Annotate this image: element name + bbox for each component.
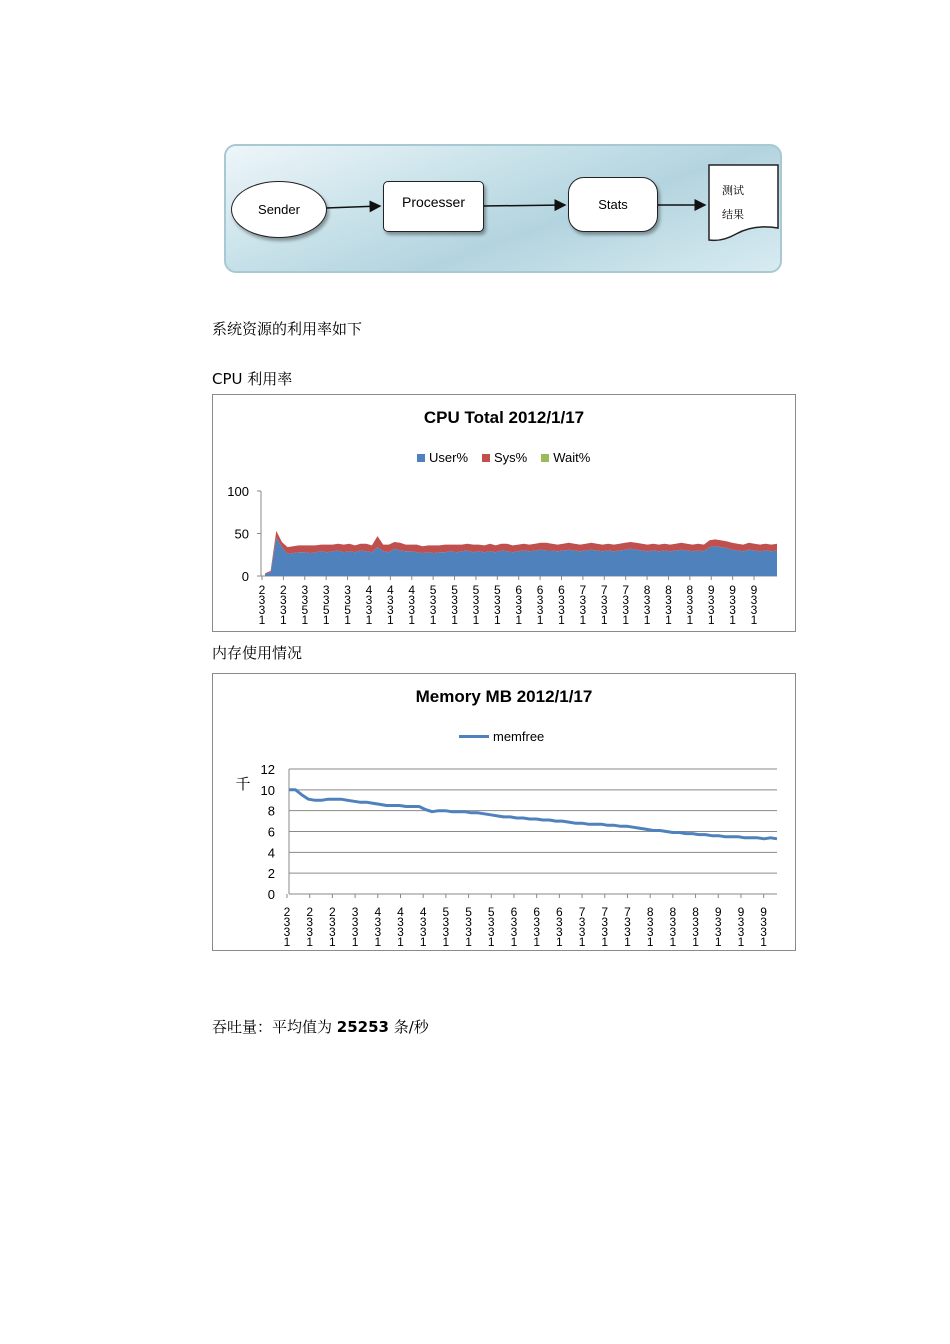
- cpu-x-tick-label: 3: [365, 593, 373, 607]
- memory-x-tick-label: 3: [533, 925, 541, 939]
- memory-x-tick-label: 1: [692, 935, 699, 949]
- cpu-x-tick-label: 1: [451, 613, 458, 627]
- memory-x-tick-label: 3: [760, 925, 767, 939]
- cpu-y-tick-label: 0: [241, 569, 249, 584]
- memory-x-tick-label: 8: [669, 905, 677, 919]
- memory-x-tick-label: 4: [397, 905, 404, 919]
- cpu-x-tick-label: 3: [258, 593, 266, 607]
- cpu-x-tick-label: 1: [322, 613, 330, 627]
- cpu-x-tick-label: 3: [579, 603, 587, 617]
- cpu-x-tick-label: 1: [515, 613, 523, 627]
- cpu-x-tick-label: 3: [686, 593, 694, 607]
- memory-x-tick-label: 3: [283, 925, 291, 939]
- cpu-x-tick-label: 3: [429, 593, 437, 607]
- memory-x-tick-label: 6: [510, 905, 518, 919]
- cpu-x-tick-label: 3: [493, 603, 501, 617]
- cpu-x-tick-label: 7: [622, 583, 630, 597]
- memory-x-tick-label: 1: [601, 935, 609, 949]
- cpu-x-tick-label: 3: [408, 593, 416, 607]
- cpu-x-tick-label: 3: [472, 593, 480, 607]
- cpu-chart-title: CPU Total 2012/1/17: [423, 408, 585, 427]
- throughput-line: [212, 1016, 429, 1037]
- cpu-x-tick-label: 3: [707, 603, 715, 617]
- memory-x-tick-label: 3: [442, 915, 450, 929]
- memory-y-tick-label: 4: [267, 845, 275, 861]
- cpu-x-tick-label: 6: [558, 583, 565, 597]
- memory-x-tick-label: 2: [329, 905, 336, 919]
- memory-x-tick-label: 3: [646, 925, 654, 939]
- memory-x-tick-label: 4: [374, 905, 382, 919]
- cpu-x-tick-label: 3: [408, 603, 416, 617]
- memory-x-tick-label: 3: [624, 925, 631, 939]
- memory-x-tick-label: 3: [397, 915, 404, 929]
- memory-chart: [212, 673, 796, 951]
- memory-x-tick-label: 1: [714, 935, 722, 949]
- memory-x-tick-label: 1: [465, 935, 472, 949]
- cpu-x-tick-label: 1: [729, 613, 736, 627]
- cpu-x-tick-label: 1: [707, 613, 715, 627]
- memory-heading: 内存使用情况: [212, 644, 303, 662]
- memory-x-tick-label: 1: [374, 935, 382, 949]
- cpu-x-tick-label: 1: [387, 613, 394, 627]
- cpu-area-user: [265, 538, 777, 576]
- cpu-x-tick-label: 7: [579, 583, 587, 597]
- memory-x-tick-label: 3: [556, 915, 563, 929]
- result-document-shape: [709, 165, 778, 240]
- memory-x-tick-label: 3: [714, 915, 722, 929]
- processer-label: Processer: [401, 194, 466, 210]
- cpu-x-tick-label: 1: [365, 613, 373, 627]
- memory-x-tick-label: 3: [510, 915, 518, 929]
- memory-x-tick-label: 1: [487, 935, 495, 949]
- cpu-x-tick-label: 3: [301, 593, 309, 607]
- cpu-y-tick-label: 100: [227, 484, 249, 499]
- memory-x-tick-label: 1: [624, 935, 631, 949]
- memory-x-tick-label: 7: [578, 905, 586, 919]
- memory-x-tick-label: 1: [760, 935, 767, 949]
- memory-y-tick-label: 0: [267, 887, 275, 902]
- legend-label-memfree: memfree: [493, 729, 545, 744]
- cpu-x-tick-label: 5: [344, 603, 351, 617]
- sender-label: Sender: [258, 202, 300, 217]
- cpu-x-tick-label: 1: [344, 613, 351, 627]
- cpu-x-tick-label: 1: [429, 613, 437, 627]
- cpu-x-tick-label: 3: [387, 603, 394, 617]
- cpu-x-tick-label: 1: [579, 613, 587, 627]
- cpu-x-tick-label: 4: [408, 583, 416, 597]
- memory-x-tick-label: 1: [669, 935, 677, 949]
- cpu-x-tick-label: 1: [536, 613, 544, 627]
- memory-x-tick-label: 1: [351, 935, 359, 949]
- cpu-x-tick-label: 1: [750, 613, 758, 627]
- cpu-x-tick-label: 9: [729, 583, 736, 597]
- processer-node: [383, 181, 484, 232]
- cpu-x-tick-label: 3: [665, 593, 672, 607]
- memory-x-tick-label: 3: [419, 925, 427, 939]
- memory-x-tick-label: 3: [351, 915, 359, 929]
- memory-x-tick-label: 3: [669, 925, 677, 939]
- cpu-x-tick-label: 3: [558, 603, 565, 617]
- legend-label-wait: Wait%: [553, 450, 591, 465]
- stats-label: Stats: [598, 197, 628, 212]
- memory-y-tick-label: 10: [260, 782, 275, 798]
- cpu-x-tick-label: 3: [579, 593, 587, 607]
- memory-x-tick-label: 6: [533, 905, 541, 919]
- memory-x-tick-label: 3: [419, 915, 427, 929]
- cpu-x-tick-label: 3: [536, 603, 544, 617]
- cpu-x-tick-label: 9: [707, 583, 715, 597]
- cpu-x-tick-label: 3: [280, 593, 287, 607]
- throughput-prefix: 吞吐量：平均值为: [212, 1018, 337, 1036]
- throughput-suffix: 条/秒: [388, 1018, 429, 1036]
- cpu-x-tick-label: 3: [429, 603, 437, 617]
- cpu-x-tick-label: 3: [622, 603, 630, 617]
- cpu-x-tick-label: 8: [665, 583, 672, 597]
- legend-label-sys: Sys%: [494, 450, 528, 465]
- cpu-x-tick-label: 6: [536, 583, 544, 597]
- memory-x-tick-label: 3: [692, 915, 699, 929]
- cpu-x-tick-label: 1: [280, 613, 287, 627]
- arrow-sender-processer: [326, 206, 380, 208]
- cpu-x-tick-label: 2: [280, 583, 287, 597]
- cpu-x-tick-label: 1: [408, 613, 416, 627]
- memory-x-tick-label: 3: [601, 915, 609, 929]
- memory-x-tick-label: 7: [624, 905, 631, 919]
- memory-y-tick-label: 12: [260, 762, 275, 777]
- memory-x-tick-label: 1: [306, 935, 314, 949]
- cpu-x-tick-label: 1: [493, 613, 501, 627]
- cpu-x-tick-label: 1: [686, 613, 694, 627]
- cpu-x-tick-label: 3: [344, 593, 351, 607]
- cpu-x-tick-label: 3: [365, 603, 373, 617]
- memory-x-tick-label: 3: [692, 925, 699, 939]
- memory-x-tick-label: 5: [442, 905, 450, 919]
- memory-x-tick-label: 3: [306, 925, 314, 939]
- memory-x-tick-label: 3: [578, 915, 586, 929]
- cpu-x-tick-label: 3: [665, 603, 672, 617]
- cpu-x-tick-label: 3: [515, 593, 523, 607]
- memory-x-tick-label: 2: [283, 905, 291, 919]
- memory-x-tick-label: 3: [351, 905, 359, 919]
- memory-x-tick-label: 3: [487, 925, 495, 939]
- cpu-x-tick-label: 8: [643, 583, 651, 597]
- cpu-x-tick-label: 1: [258, 613, 266, 627]
- cpu-x-tick-label: 4: [387, 583, 394, 597]
- cpu-x-tick-label: 1: [600, 613, 608, 627]
- cpu-x-tick-label: 1: [472, 613, 480, 627]
- memory-x-tick-label: 1: [442, 935, 450, 949]
- memory-x-tick-label: 3: [737, 915, 745, 929]
- memory-x-tick-label: 4: [419, 905, 427, 919]
- cpu-chart: [212, 394, 796, 632]
- memory-unit-label: 千: [235, 776, 251, 793]
- cpu-x-tick-label: 5: [429, 583, 437, 597]
- cpu-x-tick-label: 6: [515, 583, 523, 597]
- memory-x-tick-label: 3: [510, 925, 518, 939]
- cpu-x-tick-label: 8: [686, 583, 694, 597]
- memory-x-tick-label: 1: [329, 935, 336, 949]
- memory-x-tick-label: 1: [533, 935, 541, 949]
- memory-x-tick-label: 1: [510, 935, 518, 949]
- memory-x-tick-label: 1: [646, 935, 654, 949]
- cpu-x-tick-label: 3: [280, 603, 287, 617]
- cpu-x-tick-label: 3: [643, 603, 651, 617]
- memory-x-tick-label: 2: [306, 905, 314, 919]
- cpu-x-tick-label: 2: [258, 583, 266, 597]
- memory-x-tick-label: 1: [397, 935, 404, 949]
- memory-x-tick-label: 3: [760, 915, 767, 929]
- memory-x-tick-label: 3: [556, 925, 563, 939]
- result-label-line1: 测试: [722, 184, 744, 197]
- memory-x-tick-label: 3: [329, 925, 336, 939]
- cpu-x-tick-label: 3: [600, 593, 608, 607]
- memory-x-tick-label: 8: [692, 905, 699, 919]
- cpu-x-tick-label: 3: [707, 593, 715, 607]
- cpu-x-tick-label: 3: [387, 593, 394, 607]
- cpu-x-tick-label: 3: [258, 603, 266, 617]
- memory-x-tick-label: 3: [578, 925, 586, 939]
- memory-x-tick-label: 1: [283, 935, 291, 949]
- cpu-x-tick-label: 3: [686, 603, 694, 617]
- cpu-plot: [213, 395, 795, 631]
- memory-x-tick-label: 3: [737, 925, 745, 939]
- memory-x-tick-label: 8: [646, 905, 654, 919]
- cpu-x-tick-label: 3: [558, 593, 565, 607]
- memory-x-tick-label: 1: [578, 935, 586, 949]
- resources-intro: 系统资源的利用率如下: [212, 320, 363, 338]
- cpu-x-tick-label: 3: [515, 603, 523, 617]
- cpu-x-tick-label: 5: [451, 583, 458, 597]
- memory-x-tick-label: 3: [487, 915, 495, 929]
- memory-y-tick-label: 8: [267, 803, 275, 819]
- memory-x-tick-label: 5: [487, 905, 495, 919]
- cpu-x-tick-label: 3: [622, 593, 630, 607]
- memory-x-tick-label: 3: [374, 925, 382, 939]
- cpu-x-tick-label: 3: [344, 583, 351, 597]
- memory-x-tick-label: 3: [465, 915, 472, 929]
- memory-y-tick-label: 6: [267, 824, 275, 840]
- memory-chart-title: Memory MB 2012/1/17: [415, 687, 593, 706]
- memory-x-tick-label: 3: [601, 925, 609, 939]
- memory-x-tick-label: 1: [737, 935, 745, 949]
- cpu-x-tick-label: 1: [622, 613, 630, 627]
- memory-x-tick-label: 3: [646, 915, 654, 929]
- cpu-x-tick-label: 9: [750, 583, 758, 597]
- memory-x-tick-label: 7: [601, 905, 609, 919]
- cpu-x-tick-label: 5: [493, 583, 501, 597]
- cpu-x-tick-label: 4: [365, 583, 373, 597]
- cpu-x-tick-label: 3: [750, 603, 758, 617]
- cpu-x-tick-label: 7: [600, 583, 608, 597]
- memory-x-tick-label: 3: [533, 915, 541, 929]
- sender-node: [231, 181, 327, 238]
- memory-x-tick-label: 3: [351, 925, 359, 939]
- legend-label-user: User%: [429, 450, 469, 465]
- memory-x-tick-label: 1: [419, 935, 427, 949]
- memory-y-tick-label: 2: [267, 866, 275, 882]
- memory-x-tick-label: 3: [714, 925, 722, 939]
- memory-x-tick-label: 3: [374, 915, 382, 929]
- memory-x-tick-label: 9: [714, 905, 722, 919]
- cpu-x-tick-label: 5: [472, 583, 480, 597]
- cpu-x-tick-label: 3: [472, 603, 480, 617]
- cpu-x-tick-label: 1: [665, 613, 672, 627]
- memory-x-tick-label: 5: [465, 905, 472, 919]
- cpu-x-tick-label: 3: [750, 593, 758, 607]
- memory-plot: [213, 674, 795, 950]
- arrow-processer-stats: [483, 205, 565, 206]
- memory-x-tick-label: 3: [283, 915, 291, 929]
- cpu-heading: CPU 利用率: [212, 370, 293, 388]
- memory-x-tick-label: 3: [624, 915, 631, 929]
- memory-x-tick-label: 3: [442, 925, 450, 939]
- cpu-y-tick-label: 50: [234, 526, 249, 542]
- cpu-x-tick-label: 3: [451, 603, 458, 617]
- result-label-line2: 结果: [722, 208, 744, 221]
- cpu-x-tick-label: 3: [493, 593, 501, 607]
- memory-x-tick-label: 3: [465, 925, 472, 939]
- cpu-x-tick-label: 1: [301, 613, 309, 627]
- cpu-x-tick-label: 3: [643, 593, 651, 607]
- cpu-x-tick-label: 3: [729, 603, 736, 617]
- cpu-x-tick-label: 3: [536, 593, 544, 607]
- memory-x-tick-label: 6: [556, 905, 563, 919]
- cpu-x-tick-label: 1: [643, 613, 651, 627]
- memory-x-tick-label: 3: [397, 925, 404, 939]
- cpu-x-tick-label: 3: [301, 583, 309, 597]
- cpu-x-tick-label: 3: [322, 593, 330, 607]
- memory-x-tick-label: 1: [556, 935, 563, 949]
- cpu-x-tick-label: 3: [600, 603, 608, 617]
- flow-diagram: [224, 144, 780, 272]
- memory-x-tick-label: 9: [760, 905, 767, 919]
- cpu-x-tick-label: 3: [451, 593, 458, 607]
- cpu-x-tick-label: 3: [729, 593, 736, 607]
- memory-x-tick-label: 3: [306, 915, 314, 929]
- throughput-value: 25253: [336, 1018, 389, 1036]
- memory-x-tick-label: 9: [737, 905, 745, 919]
- cpu-x-tick-label: 3: [322, 583, 330, 597]
- cpu-x-tick-label: 1: [558, 613, 565, 627]
- memory-x-tick-label: 3: [329, 915, 336, 929]
- cpu-x-tick-label: 5: [301, 603, 309, 617]
- memory-x-tick-label: 3: [669, 915, 677, 929]
- stats-node: [568, 177, 658, 232]
- cpu-x-tick-label: 5: [322, 603, 330, 617]
